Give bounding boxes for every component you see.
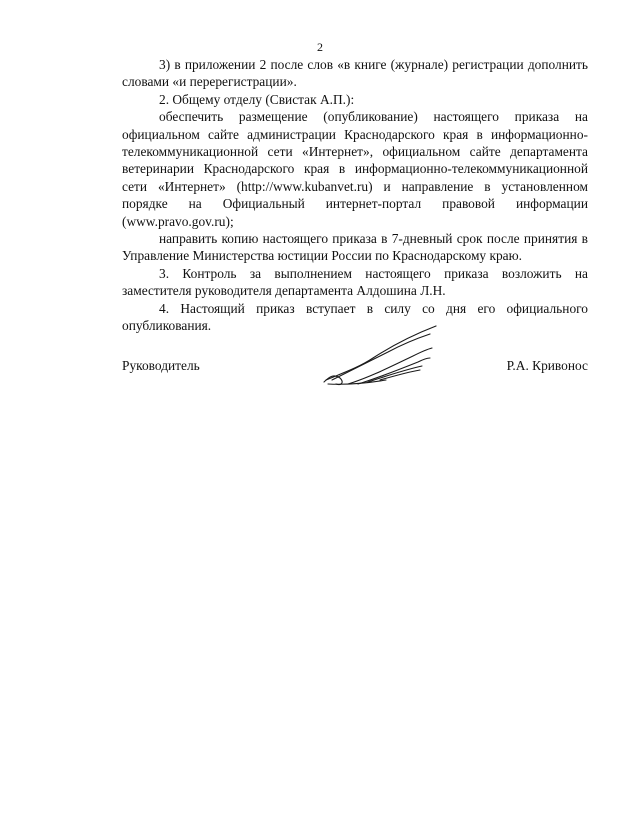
paragraph-general-department: 2. Общему отделу (Свистак А.П.): <box>159 91 355 107</box>
paragraph-publication: обеспечить размещение (опубликование) настоящего приказа на официальном сайте администрации Краснодарского края в информационно-телекоммуникационной сети «Интернет», официальном сайте департамента ветеринарии Краснодарского края в информационно-телекоммуникационной сети «Интернет» (http://www.kubanvet.ru) и направление в установленном порядке на Официальный интернет-портал правовой информации (www.pravo.gov.ru); <box>122 109 588 229</box>
signatory-name: Р.А. Кривонос <box>506 358 588 373</box>
page-number: 2 <box>317 40 323 54</box>
paragraph-send-copy: направить копию настоящего приказа в 7-дневный срок после принятия в Управление Министерства юстиции России по Краснодарскому краю. <box>122 231 588 264</box>
signatory-title: Руководитель <box>122 358 200 373</box>
document-body <box>122 56 588 335</box>
paragraph-control: 3. Контроль за выполнением настоящего приказа возложить на заместителя руководителя департамента Алдошина Л.Н. <box>122 265 588 299</box>
handwritten-signature <box>318 322 443 392</box>
paragraph-effective-date: 4. Настоящий приказ вступает в силу со дня его официального опубликования. <box>122 300 588 334</box>
paragraph-item-3-amendment: 3) в приложении 2 после слов «в книге (журнале) регистрации дополнить словами «и перерегистрации». <box>122 57 588 90</box>
